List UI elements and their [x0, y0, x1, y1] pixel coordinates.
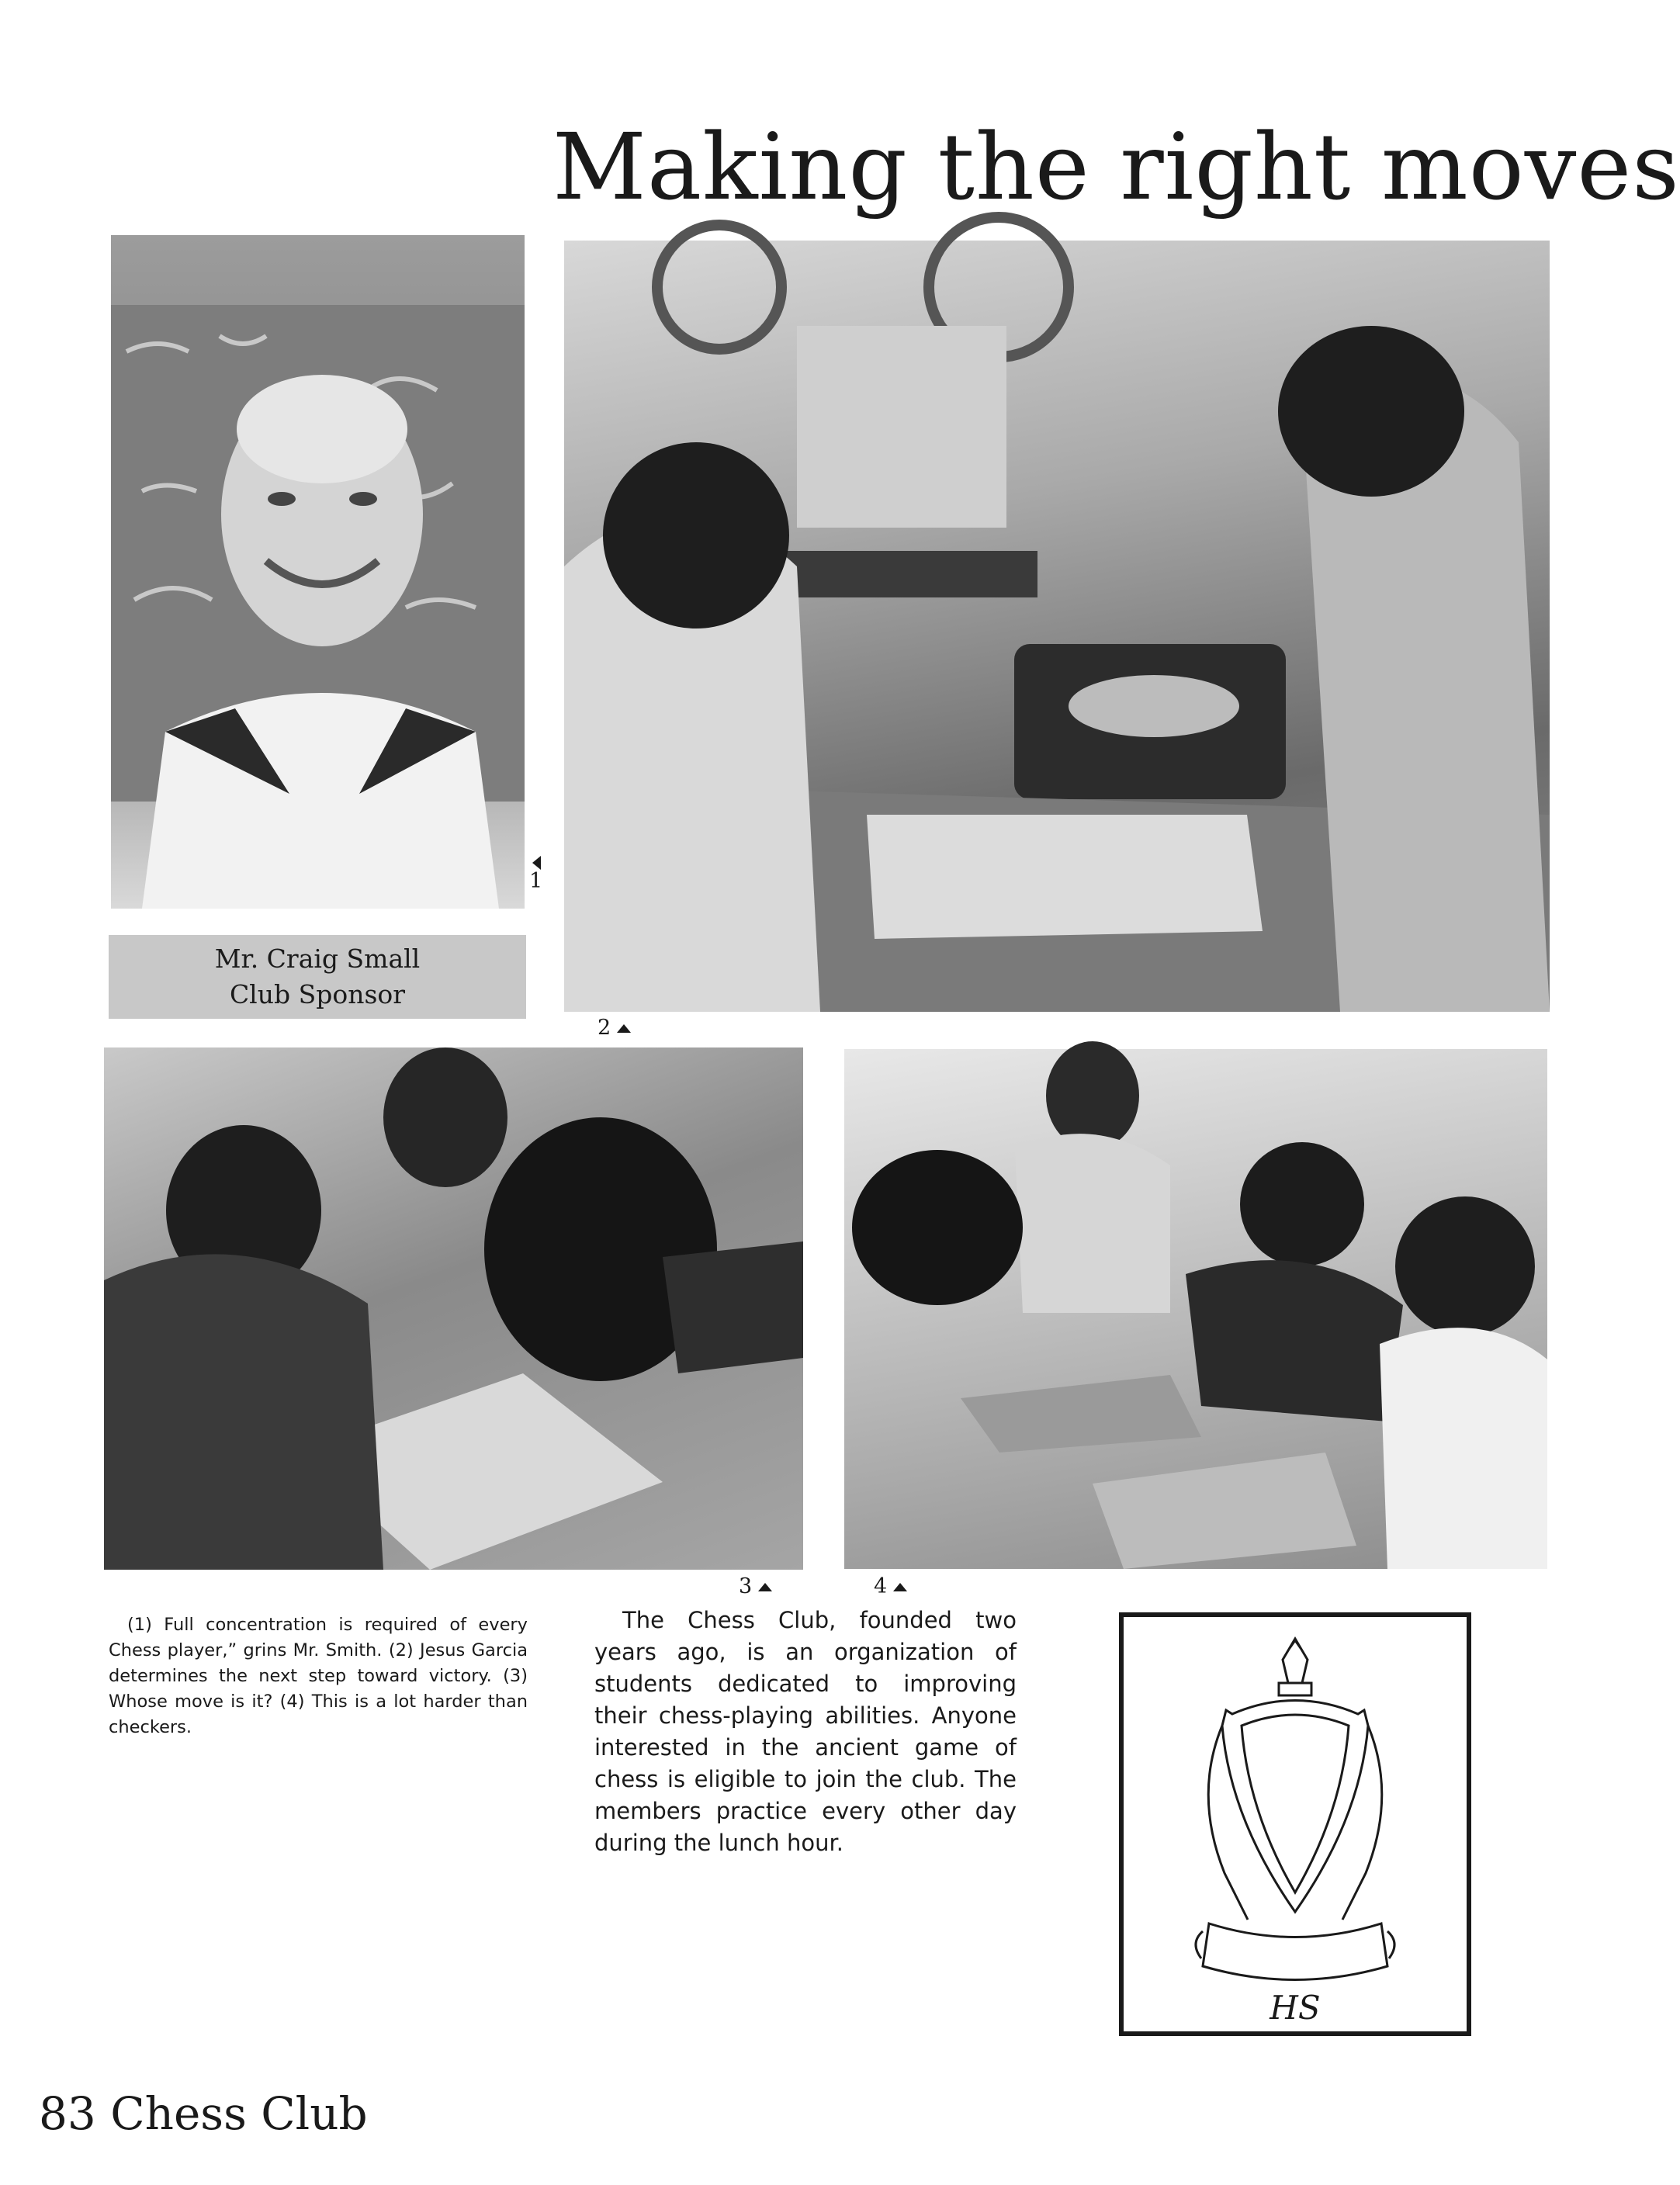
sponsor-nameplate	[109, 935, 526, 1019]
photo-sponsor-portrait	[111, 235, 525, 909]
arrow-up-icon	[758, 1583, 772, 1591]
sponsor-name: Mr. Craig Small	[214, 944, 421, 974]
crest-monogram: HS	[1270, 1989, 1321, 2027]
photo-4-marker	[874, 1575, 907, 1598]
school-crest-icon	[1124, 1617, 1467, 2031]
photo-students-table-chess	[844, 1049, 1547, 1569]
page-footer	[39, 2089, 368, 2138]
photo-2-number: 2	[598, 1016, 611, 1040]
photo-1-number: 1	[529, 869, 543, 893]
arrow-up-icon	[617, 1024, 631, 1033]
photo-1-marker	[529, 856, 542, 893]
photo-captions: (1) Full concentration is required of every Chess player,” grins Mr. Smith. (2) Jesus Garcia determines the next step toward victory. (3) Whose move is it? (4) This is a lot harder than checkers.	[109, 1615, 528, 1737]
sponsor-title: Club Sponsor	[229, 979, 406, 1009]
photo-2-marker	[598, 1016, 631, 1040]
arrow-left-icon	[532, 856, 541, 870]
photo-projector-chess-game	[564, 241, 1550, 1012]
photo-3-number: 3	[739, 1574, 753, 1598]
arrow-up-icon	[893, 1583, 907, 1591]
article-body: The Chess Club, founded two years ago, is an organization of students dedicated to improving their chess-playing abilities. Anyone interested in the ancient game of chess is eligible to join the club. The members practice every other day during the lunch hour.	[594, 1607, 1017, 1856]
photo-3-marker	[739, 1575, 772, 1598]
page-number: 83	[39, 2087, 96, 2140]
photo-students-chessboard	[104, 1047, 803, 1570]
crest-box	[1119, 1612, 1471, 2036]
section-name: Chess Club	[110, 2087, 368, 2140]
photo-4-number: 4	[874, 1574, 888, 1598]
page-headline: Making the right moves	[552, 113, 1680, 220]
